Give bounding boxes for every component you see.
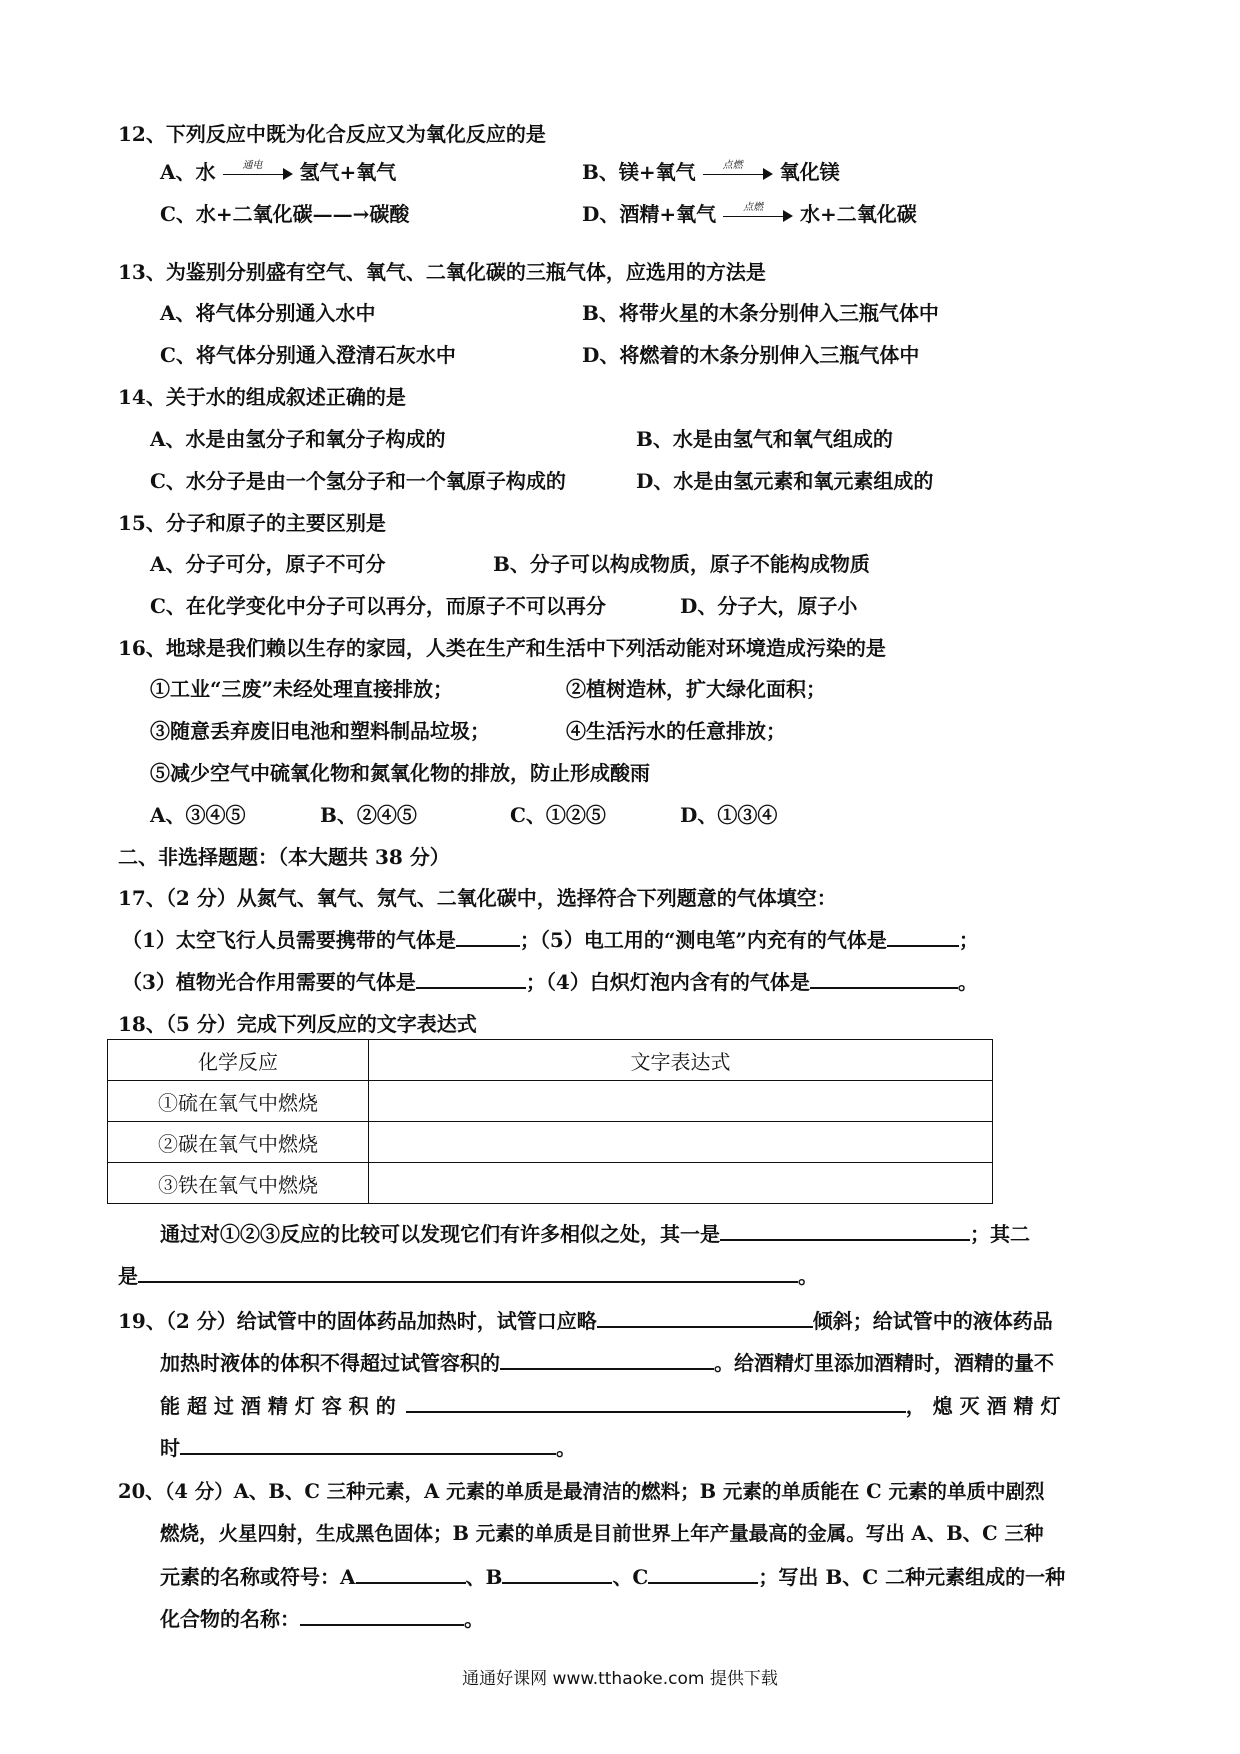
table-header-reaction: 化学反应 — [108, 1040, 369, 1081]
answer-blank[interactable] — [138, 1261, 798, 1283]
q12-option-b — [582, 156, 840, 185]
q14-option-d: D、水是由氢元素和氧元素组成的 — [636, 469, 934, 493]
q15-option-d: D、分子大，原子小 — [680, 594, 858, 618]
answer-blank[interactable] — [648, 1562, 758, 1584]
q19-text: 。 — [556, 1436, 576, 1460]
q16-item-3: ③随意丢弃废旧电池和塑料制品垃圾； — [150, 719, 490, 743]
q19-text: 能 超 过 酒 精 灯 容 积 的 — [160, 1394, 396, 1418]
answer-blank[interactable] — [300, 1604, 464, 1626]
q16-option-a: A、③④⑤ — [150, 803, 246, 827]
answer-blank[interactable] — [406, 1391, 906, 1413]
q18-compare-text: 通过对①②③反应的比较可以发现它们有许多相似之处，其一是 — [160, 1222, 720, 1246]
q17-part-1: （1）太空飞行人员需要携带的气体是 — [122, 928, 456, 952]
q20-text: ；写出 B、C 二种元素组成的一种 — [758, 1565, 1066, 1589]
question-18-stem: 18、（5 分）完成下列反应的文字表达式 — [118, 1012, 477, 1036]
q17-part-5: ；（5）电工用的“测电笔”内充有的气体是 — [519, 928, 887, 952]
q19-line-3 — [160, 1390, 1061, 1419]
q12-a-product: 氢气+氧气 — [299, 160, 397, 184]
reaction-name: ②碳在氧气中燃烧 — [108, 1122, 369, 1163]
q17-line-2 — [122, 966, 978, 995]
answer-blank[interactable] — [500, 1348, 714, 1370]
expression-cell[interactable] — [369, 1163, 993, 1204]
q20-line-3 — [160, 1561, 1065, 1590]
q12-a-reactant: A、水 — [160, 160, 216, 184]
q20-text: 。 — [464, 1607, 484, 1631]
table-row — [108, 1163, 993, 1204]
page-footer: 通通好课网 www.tthaoke.com 提供下载 — [462, 1669, 778, 1689]
q16-item-5: ⑤减少空气中硫氧化物和氮氧化物的排放，防止形成酸雨 — [150, 761, 650, 785]
q19-text: 。给酒精灯里添加酒精时，酒精的量不 — [714, 1351, 1054, 1375]
reaction-arrow-icon — [723, 201, 793, 226]
q14-option-b: B、水是由氢气和氧气组成的 — [636, 427, 893, 451]
answer-blank[interactable] — [180, 1433, 556, 1455]
q18-second-line — [118, 1260, 818, 1289]
expression-cell[interactable] — [369, 1122, 993, 1163]
answer-blank[interactable] — [416, 967, 526, 989]
answer-blank[interactable] — [502, 1562, 612, 1584]
q17-line-1 — [122, 924, 979, 953]
q16-item-1: ①工业“三废”未经处理直接排放； — [150, 677, 454, 701]
q13-option-a: A、将气体分别通入水中 — [160, 301, 376, 325]
q12-option-d — [582, 198, 917, 227]
table-header-row — [108, 1040, 993, 1081]
q20-line-2: 燃烧，火星四射，生成黑色固体；B 元素的单质是目前世界上年产量最高的金属。写出 A、B、C 三种 — [160, 1522, 1044, 1545]
reaction-arrow-icon — [223, 159, 293, 184]
q17-part-3: （3）植物光合作用需要的气体是 — [122, 970, 416, 994]
q18-shi: 是 — [118, 1264, 138, 1288]
q13-option-c: C、将气体分别通入澄清石灰水中 — [160, 343, 456, 367]
q14-option-c: C、水分子是由一个氢分子和一个氧原子构成的 — [150, 469, 566, 493]
q16-item-2: ②植树造林，扩大绿化面积； — [566, 677, 826, 701]
table-header-expression: 文字表达式 — [369, 1040, 993, 1081]
reaction-name: ①硫在氧气中燃烧 — [108, 1081, 369, 1122]
question-14-stem: 14、关于水的组成叙述正确的是 — [118, 385, 406, 409]
q12-b-reactant: B、镁+氧气 — [582, 160, 696, 184]
q20-text: 元素的名称或符号：A — [160, 1565, 356, 1589]
answer-blank[interactable] — [597, 1306, 813, 1328]
q17-end-2: 。 — [957, 970, 978, 994]
question-12-stem: 12、下列反应中既为化合反应又为氧化反应的是 — [118, 122, 546, 146]
answer-blank[interactable] — [356, 1562, 466, 1584]
q19-line-1 — [118, 1305, 1053, 1334]
q19-line-2 — [160, 1347, 1054, 1376]
arrow-condition: 点燃 — [722, 159, 743, 171]
q12-d-product: 水+二氧化碳 — [800, 202, 917, 226]
q19-text: 19、（2 分）给试管中的固体药品加热时，试管口应略 — [118, 1309, 597, 1333]
q16-option-d: D、①③④ — [680, 803, 778, 827]
q18-period: 。 — [798, 1264, 818, 1288]
q16-item-4: ④生活污水的任意排放； — [566, 719, 786, 743]
q12-option-a — [160, 156, 396, 185]
q13-option-d: D、将燃着的木条分别伸入三瓶气体中 — [582, 343, 920, 367]
q19-text: 倾斜；给试管中的液体药品 — [812, 1309, 1053, 1333]
answer-blank[interactable] — [887, 925, 959, 947]
q13-option-b: B、将带火星的木条分别伸入三瓶气体中 — [582, 301, 939, 325]
table-row — [108, 1081, 993, 1122]
q20-line-1: 20、（4 分）A、B、C 三种元素，A 元素的单质是最清洁的燃料；B 元素的单质能在 C 元素的单质中剧烈 — [118, 1480, 1045, 1503]
q17-part-4: ；（4）白炽灯泡内含有的气体是 — [525, 970, 810, 994]
q12-b-product: 氧化镁 — [779, 160, 840, 184]
q19-line-4 — [160, 1432, 576, 1461]
expression-cell[interactable] — [369, 1081, 993, 1122]
answer-blank[interactable] — [456, 925, 520, 947]
answer-blank[interactable] — [720, 1219, 970, 1241]
answer-blank[interactable] — [810, 967, 958, 989]
reaction-arrow-icon — [703, 159, 773, 184]
q16-option-b: B、②④⑤ — [320, 803, 417, 827]
q20-text: 化合物的名称： — [160, 1607, 300, 1631]
q19-text: 加热时液体的体积不得超过试管容积的 — [160, 1351, 500, 1375]
q12-option-c: C、水+二氧化碳——→碳酸 — [160, 202, 410, 226]
arrow-condition: 通电 — [242, 159, 263, 171]
q15-option-b: B、分子可以构成物质，原子不能构成物质 — [493, 552, 870, 576]
arrow-condition: 点燃 — [743, 201, 764, 213]
reaction-name: ③铁在氧气中燃烧 — [108, 1163, 369, 1204]
question-13-stem: 13、为鉴别分别盛有空气、氧气、二氧化碳的三瓶气体，应选用的方法是 — [118, 260, 766, 284]
question-16-stem: 16、地球是我们赖以生存的家园，人类在生产和生活中下列活动能对环境造成污染的是 — [118, 636, 886, 660]
q20-text: 、B — [465, 1565, 503, 1589]
q12-d-reactant: D、酒精+氧气 — [582, 202, 717, 226]
reaction-table — [107, 1039, 993, 1204]
table-row — [108, 1122, 993, 1163]
section-2-heading: 二、非选择题题：（本大题共 38 分） — [118, 845, 450, 869]
q18-compare-end: ；其二 — [970, 1222, 1030, 1246]
q18-compare-line — [160, 1218, 1030, 1247]
q19-text: 时 — [160, 1436, 180, 1460]
q20-line-4 — [160, 1603, 484, 1632]
q19-text: ， 熄 灭 酒 精 灯 — [905, 1394, 1061, 1418]
q15-option-c: C、在化学变化中分子可以再分，而原子不可以再分 — [150, 594, 606, 618]
question-17-stem: 17、（2 分）从氮气、氧气、氖气、二氧化碳中，选择符合下列题意的气体填空： — [118, 886, 837, 910]
q20-text: 、C — [612, 1565, 649, 1589]
q16-option-c: C、①②⑤ — [510, 803, 606, 827]
q14-option-a: A、水是由氢分子和氧分子构成的 — [150, 427, 446, 451]
q17-end-1: ； — [958, 928, 979, 952]
question-15-stem: 15、分子和原子的主要区别是 — [118, 511, 386, 535]
q15-option-a: A、分子可分，原子不可分 — [150, 552, 386, 576]
